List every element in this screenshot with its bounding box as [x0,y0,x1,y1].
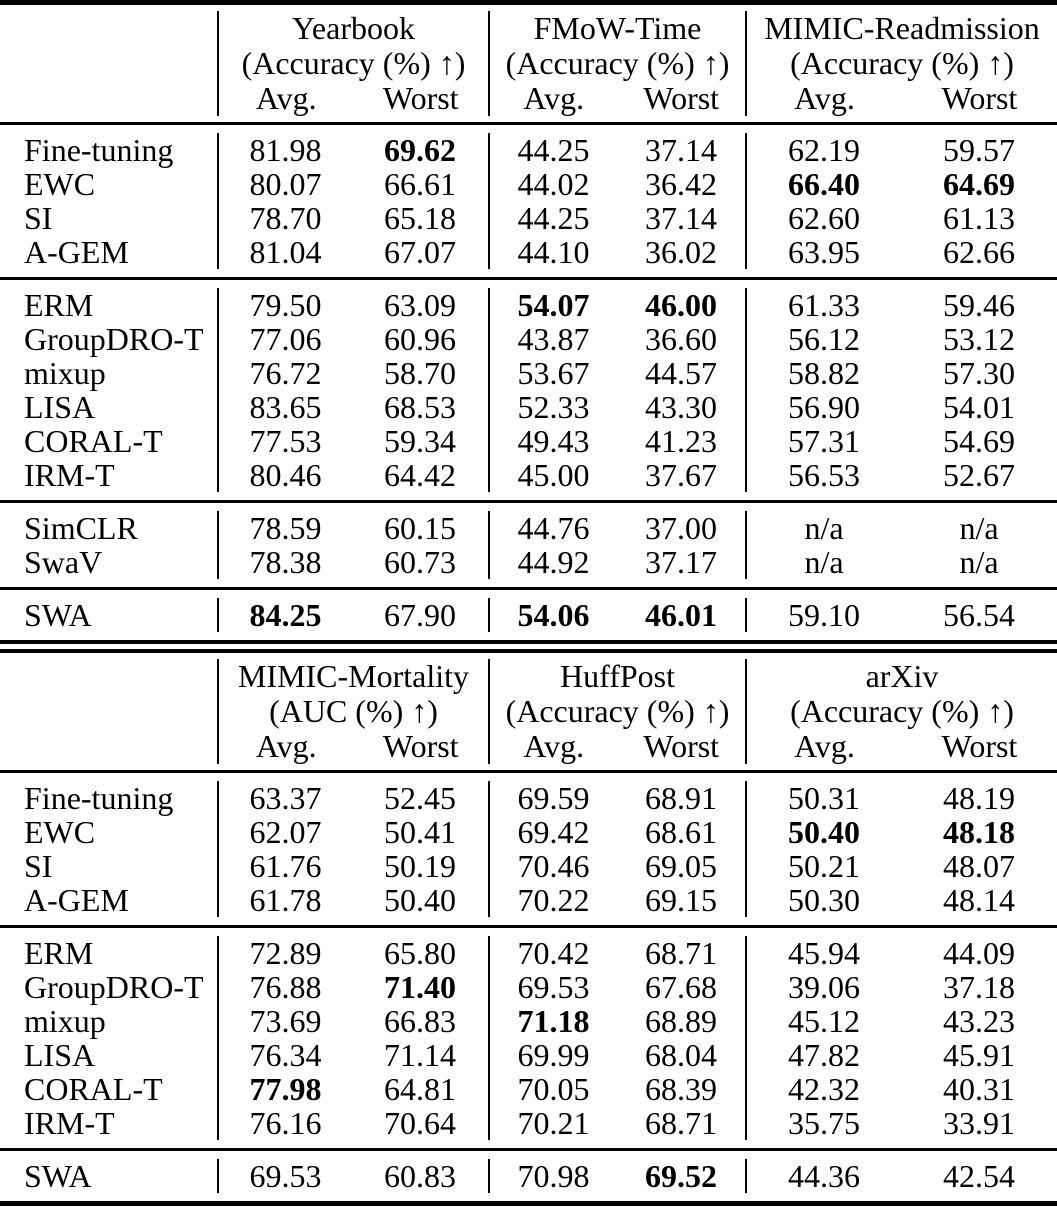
value-cell: 54.01 [943,389,1015,425]
method-block [0,503,1057,587]
subcolumn-label: Avg. [255,728,317,764]
table-row [0,1106,1057,1140]
value-cell: 52.45 [384,780,456,816]
dataset-title: FMoW-Time [533,10,702,46]
value-cell: 63.09 [384,287,456,323]
dataset-title: HuffPost [560,658,675,694]
table-row [0,1038,1057,1072]
column-group-header [217,659,488,764]
table-row [0,781,1057,815]
value-cell: 59.57 [943,132,1015,168]
method-cell: SWA [24,597,92,633]
bottom-rule [0,1201,1057,1206]
value-cell: 66.61 [384,166,456,202]
value-cell: 57.30 [943,355,1015,391]
value-cell: 53.67 [488,356,617,390]
value-cell: 62.60 [745,201,901,235]
table-row [0,167,1057,201]
value-cell: 42.54 [943,1158,1015,1194]
value-cell: 69.53 [217,1159,352,1193]
value-cell: 37.67 [645,457,717,493]
value-cell: 68.71 [645,1105,717,1141]
value-cell: 76.88 [217,970,352,1004]
value-cell: 69.52 [645,1158,717,1194]
value-cell: 64.69 [943,166,1015,202]
column-group-header [745,11,1057,116]
method-cell: EWC [24,814,96,850]
value-cell: n/a [745,511,901,545]
metric-label: (Accuracy (%) ↑) [505,693,730,729]
value-cell: 44.02 [488,167,617,201]
value-cell: 66.83 [384,1003,456,1039]
value-cell: 52.33 [488,390,617,424]
subcolumn-label: Worst [382,728,459,764]
table-row [0,511,1057,545]
method-cell: LISA [24,389,96,425]
value-cell: 66.40 [745,167,901,201]
value-cell: 58.70 [384,355,456,391]
value-cell: 67.90 [384,597,456,633]
value-cell: n/a [745,545,901,579]
value-cell: 69.42 [488,815,617,849]
table-header [0,5,1057,122]
value-cell: 78.70 [217,201,352,235]
value-cell: 50.40 [745,815,901,849]
header-method-spacer [0,11,217,116]
subcolumn-label: Worst [941,728,1018,764]
method-block [0,125,1057,277]
value-cell: 59.34 [384,423,456,459]
method-cell: IRM-T [24,457,115,493]
value-cell: 44.25 [488,133,617,167]
method-cell: ERM [24,287,94,323]
value-cell: 54.07 [488,288,617,322]
table-row [0,545,1057,579]
value-cell: 44.09 [943,935,1015,971]
method-cell: LISA [24,1037,96,1073]
value-cell: 70.05 [488,1072,617,1106]
value-cell: 63.37 [217,781,352,815]
value-cell: 44.10 [488,235,617,269]
value-cell: 61.78 [217,883,352,917]
value-cell: 56.12 [745,322,901,356]
subcolumn-label: Worst [643,80,720,116]
table-row [0,883,1057,917]
value-cell: 48.07 [943,848,1015,884]
value-cell: 65.80 [384,935,456,971]
value-cell: 43.23 [943,1003,1015,1039]
method-cell: SI [24,848,53,884]
value-cell: 53.12 [943,321,1015,357]
value-cell: 63.95 [745,235,901,269]
table-row [0,849,1057,883]
value-cell: 54.69 [943,423,1015,459]
value-cell: 69.62 [384,132,456,168]
value-cell: 69.15 [645,882,717,918]
value-cell: 64.81 [384,1071,456,1107]
value-cell: 45.00 [488,458,617,492]
header-method-spacer [0,659,217,764]
method-cell: mixup [24,1003,106,1039]
dataset-title: arXiv [865,658,939,694]
value-cell: 76.16 [217,1106,352,1140]
value-cell: 60.96 [384,321,456,357]
value-cell: n/a [959,544,999,580]
metric-label: (Accuracy (%) ↑) [790,693,1014,729]
method-block [0,1151,1057,1201]
value-cell: 50.40 [384,882,456,918]
metric-label: (Accuracy (%) ↑) [790,45,1014,81]
subcolumn-header-row [490,81,745,116]
value-cell: 39.06 [745,970,901,1004]
value-cell: 56.53 [745,458,901,492]
value-cell: 68.53 [384,389,456,425]
table-row [0,970,1057,1004]
value-cell: 40.31 [943,1071,1015,1107]
value-cell: 42.32 [745,1072,901,1106]
method-cell: SWA [24,1158,92,1194]
dataset-title: MIMIC-Mortality [237,658,470,694]
value-cell: 62.19 [745,133,901,167]
table-row [0,322,1057,356]
value-cell: 50.41 [384,814,456,850]
value-cell: 43.87 [488,322,617,356]
value-cell: 62.07 [217,815,352,849]
value-cell: 69.53 [488,970,617,1004]
value-cell: 36.60 [645,321,717,357]
table-row [0,390,1057,424]
value-cell: 68.91 [645,780,717,816]
value-cell: 77.98 [217,1072,352,1106]
method-cell: CORAL-T [24,423,163,459]
value-cell: 61.76 [217,849,352,883]
value-cell: 70.64 [384,1105,456,1141]
method-cell: ERM [24,935,94,971]
value-cell: 71.14 [384,1037,456,1073]
subcolumn-label: Worst [382,80,459,116]
subcolumn-label: Avg. [794,728,855,764]
value-cell: 47.82 [745,1038,901,1072]
value-cell: 68.71 [645,935,717,971]
subcolumn-header-row [490,729,745,764]
value-cell: 68.61 [645,814,717,850]
table-row [0,458,1057,492]
value-cell: 56.90 [745,390,901,424]
value-cell: 54.06 [488,598,617,632]
value-cell: 44.25 [488,201,617,235]
subcolumn-label: Avg. [794,80,855,116]
method-cell: GroupDRO-T [24,969,204,1005]
value-cell: 37.17 [645,544,717,580]
column-group-header [488,659,745,764]
dataset-title: MIMIC-Readmission [764,10,1040,46]
value-cell: 59.10 [745,598,901,632]
value-cell: 69.99 [488,1038,617,1072]
value-cell: 59.46 [943,287,1015,323]
value-cell: 68.89 [645,1003,717,1039]
table-header [0,653,1057,770]
value-cell: 43.30 [645,389,717,425]
method-cell: Fine-tuning [24,132,174,168]
value-cell: 57.31 [745,424,901,458]
value-cell: 50.21 [745,849,901,883]
column-group-header [217,11,488,116]
value-cell: 41.23 [645,423,717,459]
subcolumn-header-row [219,729,488,764]
table-row [0,1159,1057,1193]
table-row [0,201,1057,235]
method-cell: A-GEM [24,882,129,918]
subcolumn-label: Avg. [255,80,317,116]
value-cell: 69.59 [488,781,617,815]
value-cell: 73.69 [217,1004,352,1038]
subcolumn-header-row [219,81,488,116]
value-cell: 36.42 [645,166,717,202]
value-cell: 37.14 [645,132,717,168]
subcolumn-label: Avg. [523,80,585,116]
metric-label: (Accuracy (%) ↑) [505,45,730,81]
value-cell: 78.38 [217,545,352,579]
method-cell: SI [24,200,53,236]
table-row [0,1072,1057,1106]
method-cell: EWC [24,166,96,202]
value-cell: 33.91 [943,1105,1015,1141]
method-cell: CORAL-T [24,1071,163,1107]
value-cell: 44.92 [488,545,617,579]
value-cell: 48.19 [943,780,1015,816]
method-cell: GroupDRO-T [24,321,204,357]
value-cell: 72.89 [217,936,352,970]
table-row [0,133,1057,167]
value-cell: 48.14 [943,882,1015,918]
value-cell: 65.18 [384,200,456,236]
method-cell: SwaV [24,544,103,580]
value-cell: 46.01 [645,597,717,633]
column-group-header [488,11,745,116]
value-cell: 68.04 [645,1037,717,1073]
value-cell: 36.02 [645,234,717,270]
method-block [0,773,1057,925]
value-cell: 70.46 [488,849,617,883]
value-cell: 50.30 [745,883,901,917]
subcolumn-header-row [747,81,1057,116]
metric-label: (AUC (%) ↑) [269,693,438,729]
column-group-header [745,659,1057,764]
value-cell: 50.19 [384,848,456,884]
value-cell: 44.36 [745,1159,901,1193]
value-cell: 48.18 [943,814,1015,850]
value-cell: 80.07 [217,167,352,201]
method-cell: IRM-T [24,1105,115,1141]
value-cell: 70.42 [488,936,617,970]
value-cell: 78.59 [217,511,352,545]
table-row [0,1004,1057,1038]
value-cell: 37.18 [943,969,1015,1005]
value-cell: 61.13 [943,200,1015,236]
value-cell: 58.82 [745,356,901,390]
value-cell: 79.50 [217,288,352,322]
value-cell: 46.00 [645,287,717,323]
table-row [0,235,1057,269]
value-cell: 35.75 [745,1106,901,1140]
value-cell: 37.00 [645,510,717,546]
value-cell: 68.39 [645,1071,717,1107]
value-cell: 71.18 [488,1004,617,1038]
value-cell: 56.54 [943,597,1015,633]
method-cell: A-GEM [24,234,129,270]
metric-label: (Accuracy (%) ↑) [241,45,466,81]
method-cell: mixup [24,355,106,391]
value-cell: 50.31 [745,781,901,815]
value-cell: 70.98 [488,1159,617,1193]
table-row [0,356,1057,390]
value-cell: 60.15 [384,510,456,546]
value-cell: 77.53 [217,424,352,458]
table-row [0,936,1057,970]
value-cell: 45.12 [745,1004,901,1038]
value-cell: 70.22 [488,883,617,917]
value-cell: 44.57 [645,355,717,391]
subcolumn-label: Worst [941,80,1018,116]
value-cell: 52.67 [943,457,1015,493]
method-block [0,928,1057,1148]
value-cell: 45.91 [943,1037,1015,1073]
subcolumn-label: Avg. [523,728,585,764]
method-cell: Fine-tuning [24,780,174,816]
value-cell: 64.42 [384,457,456,493]
value-cell: 80.46 [217,458,352,492]
value-cell: 81.98 [217,133,352,167]
value-cell: 84.25 [217,598,352,632]
value-cell: 77.06 [217,322,352,356]
value-cell: 62.66 [943,234,1015,270]
value-cell: 49.43 [488,424,617,458]
method-block [0,280,1057,500]
value-cell: 83.65 [217,390,352,424]
value-cell: 45.94 [745,936,901,970]
value-cell: 70.21 [488,1106,617,1140]
table-divider-rule [0,640,1057,653]
value-cell: n/a [959,510,999,546]
method-block [0,590,1057,640]
subcolumn-header-row [747,729,1057,764]
value-cell: 71.40 [384,969,456,1005]
value-cell: 67.07 [384,234,456,270]
table-row [0,424,1057,458]
table-row [0,598,1057,632]
value-cell: 76.72 [217,356,352,390]
value-cell: 37.14 [645,200,717,236]
value-cell: 61.33 [745,288,901,322]
value-cell: 67.68 [645,969,717,1005]
value-cell: 60.83 [384,1158,456,1194]
table-row [0,815,1057,849]
subcolumn-label: Worst [643,728,720,764]
value-cell: 76.34 [217,1038,352,1072]
value-cell: 81.04 [217,235,352,269]
dataset-title: Yearbook [292,10,415,46]
value-cell: 69.05 [645,848,717,884]
method-cell: SimCLR [24,510,138,546]
table-row [0,288,1057,322]
value-cell: 60.73 [384,544,456,580]
value-cell: 44.76 [488,511,617,545]
